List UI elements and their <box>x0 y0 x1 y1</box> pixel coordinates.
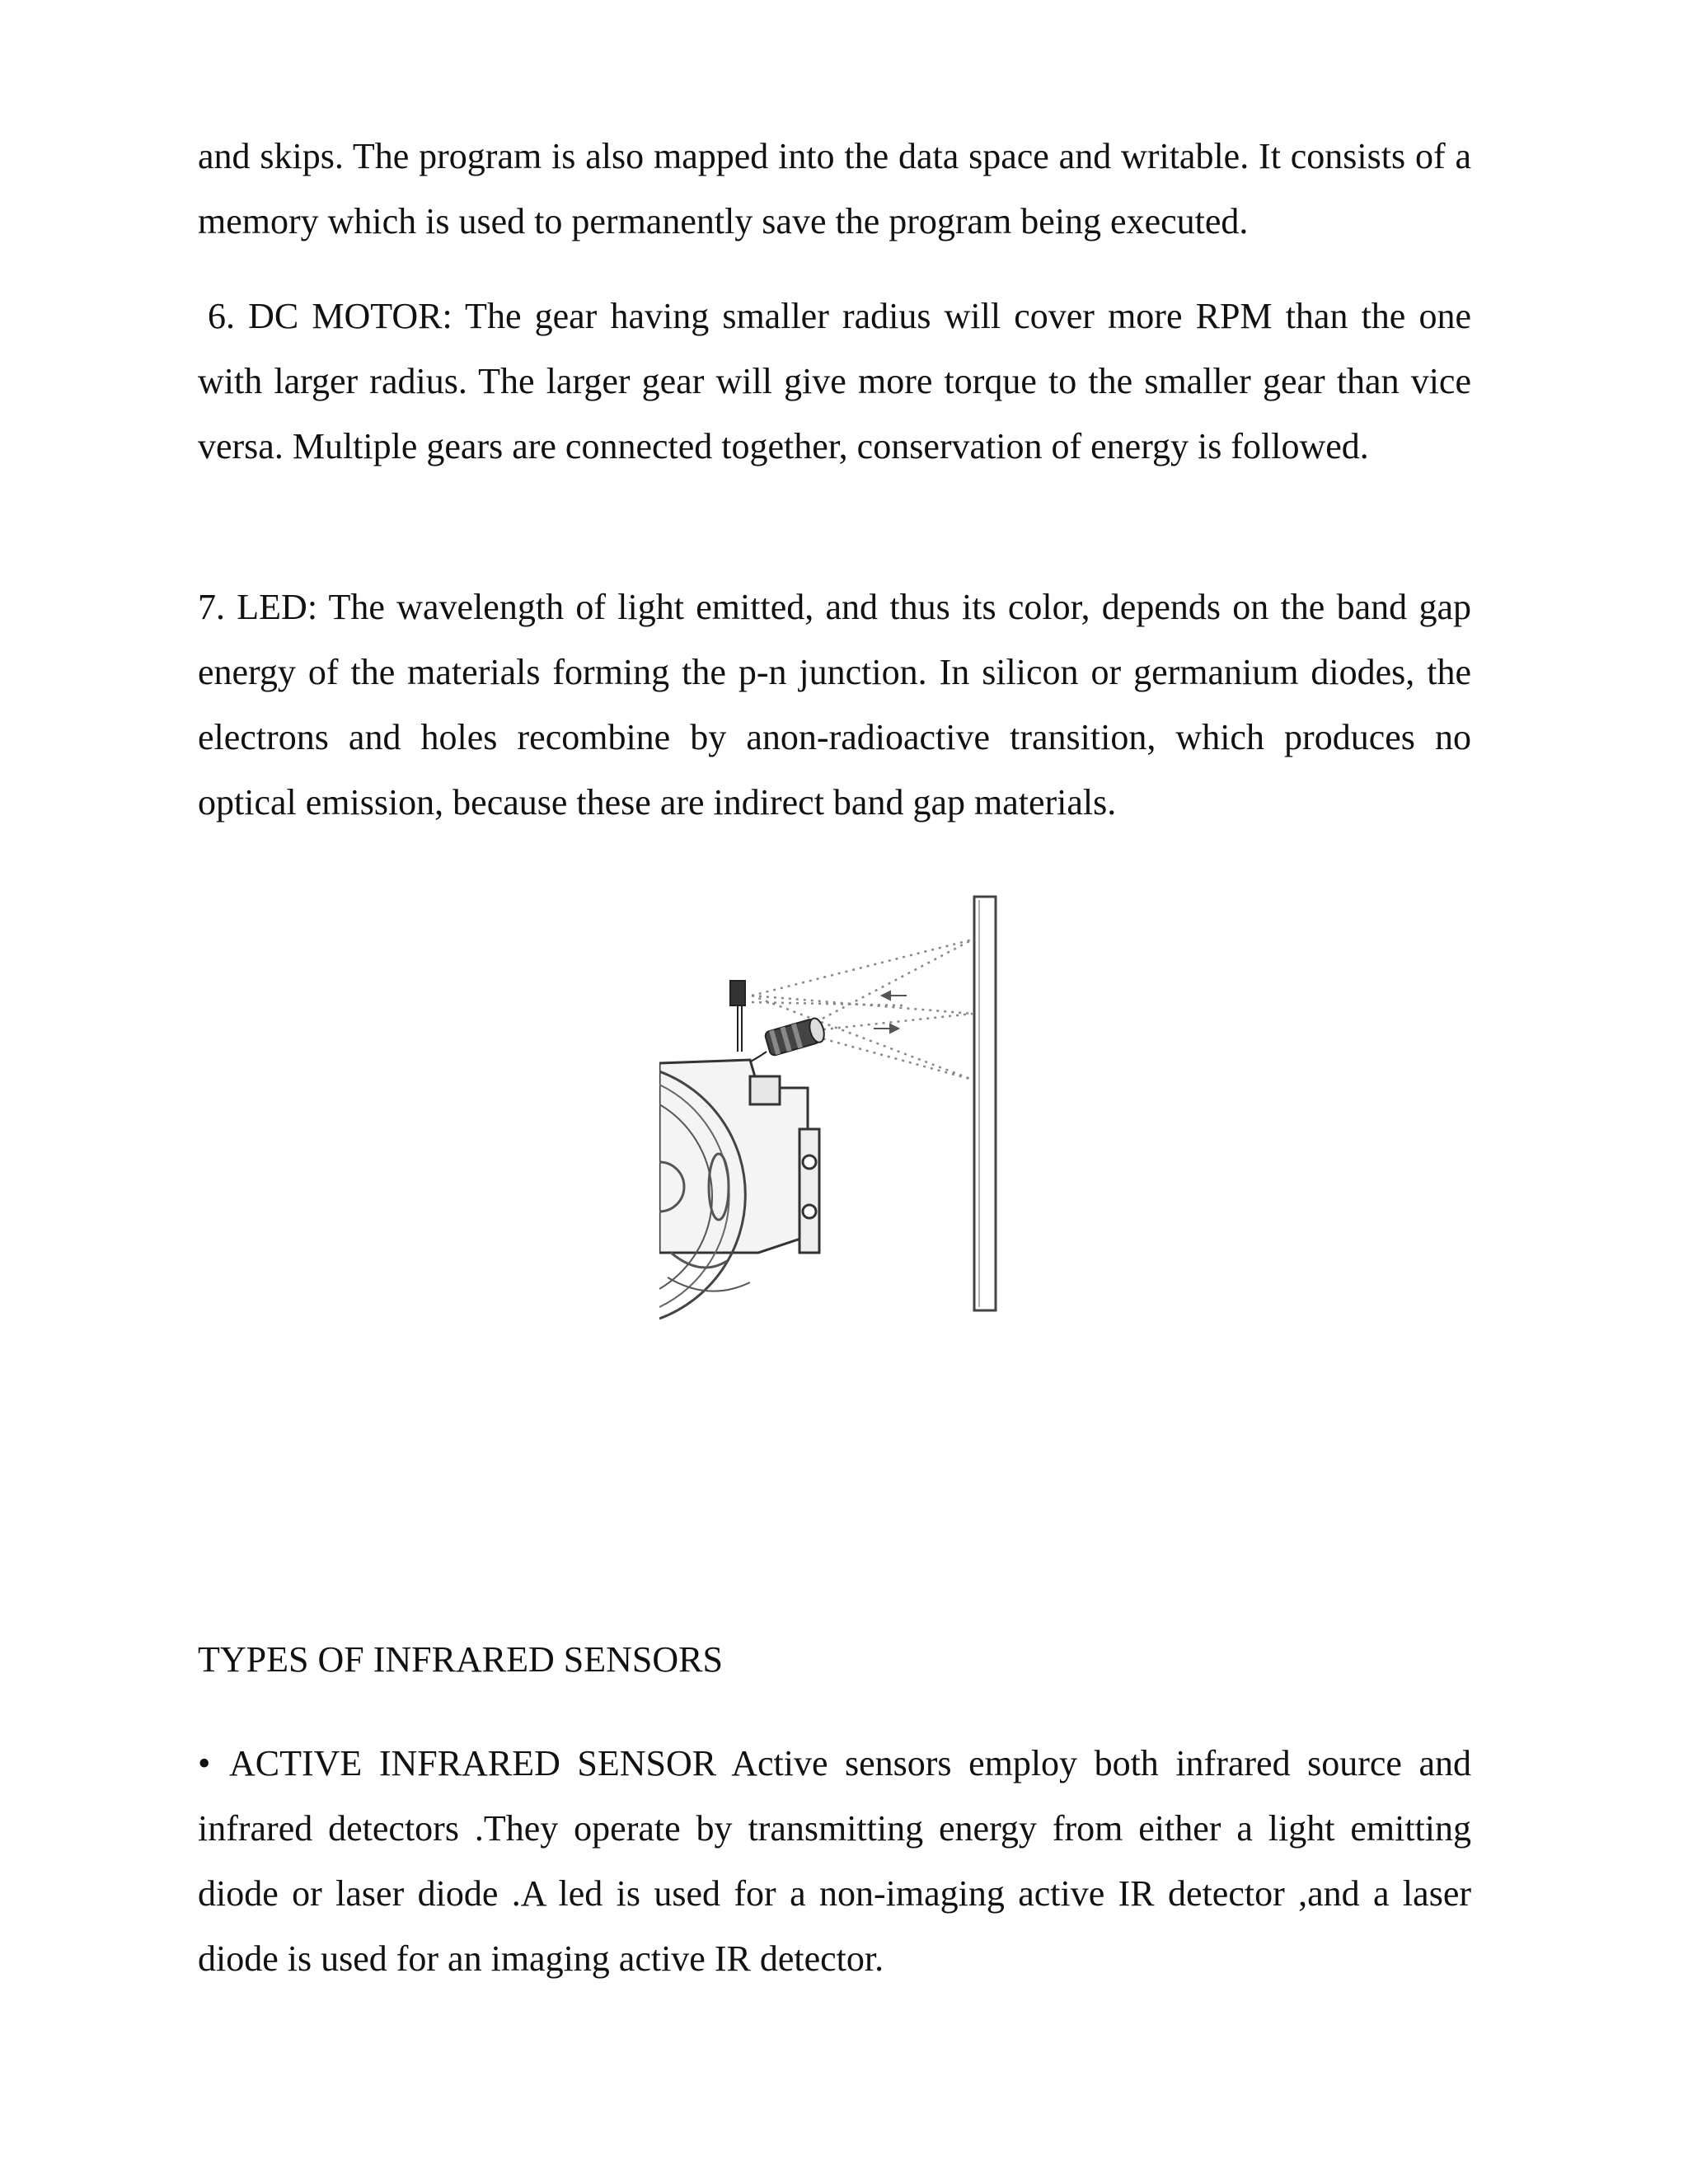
ir-sensor-motor-illustration <box>659 890 1039 1335</box>
motor-body <box>659 1060 819 1319</box>
bullet-icon: • <box>198 1743 211 1783</box>
reflector-panel <box>974 897 996 1310</box>
paragraph-led: 7. LED: The wavelength of light emitted, and thus its color, depends on the band gap energy of the materials forming the p-n junction. In silicon or germanium diodes, the electrons and holes recombine by anon-radioactive transition, which produces no optical emission, because these are indirect band gap materials. <box>198 587 1471 823</box>
ir-receiver <box>730 981 745 1052</box>
bullet-item-text: ACTIVE INFRARED SENSOR Active sensors employ both infrared source and infrared detectors .They operate by transmitting energy from either a light emitting diode or laser diode .A led is used for a non-imaging active IR detector ,and a laser diode is used for an imaging active IR detector. <box>198 1743 1471 1979</box>
section-heading-infrared-sensor-types: TYPES OF INFRARED SENSORS <box>198 1639 723 1680</box>
paragraph-dc-motor: 6. DC MOTOR: The gear having smaller radius will cover more RPM than the one with larger radius. The larger gear will give more torque to the smaller gear than vice versa. Multiple gears are connected together, conservation of energy is followed. <box>198 296 1471 466</box>
ir-emitter <box>738 1017 827 1066</box>
paragraph-program-memory: and skips. The program is also mapped into the data space and writable. It consists of a memory which is used to permanently save the program being executed. <box>198 136 1471 241</box>
bullet-item-active-infrared-sensor <box>198 1731 1471 1991</box>
ir-beam-lines <box>752 940 973 1080</box>
beam-arrows <box>874 991 907 1033</box>
